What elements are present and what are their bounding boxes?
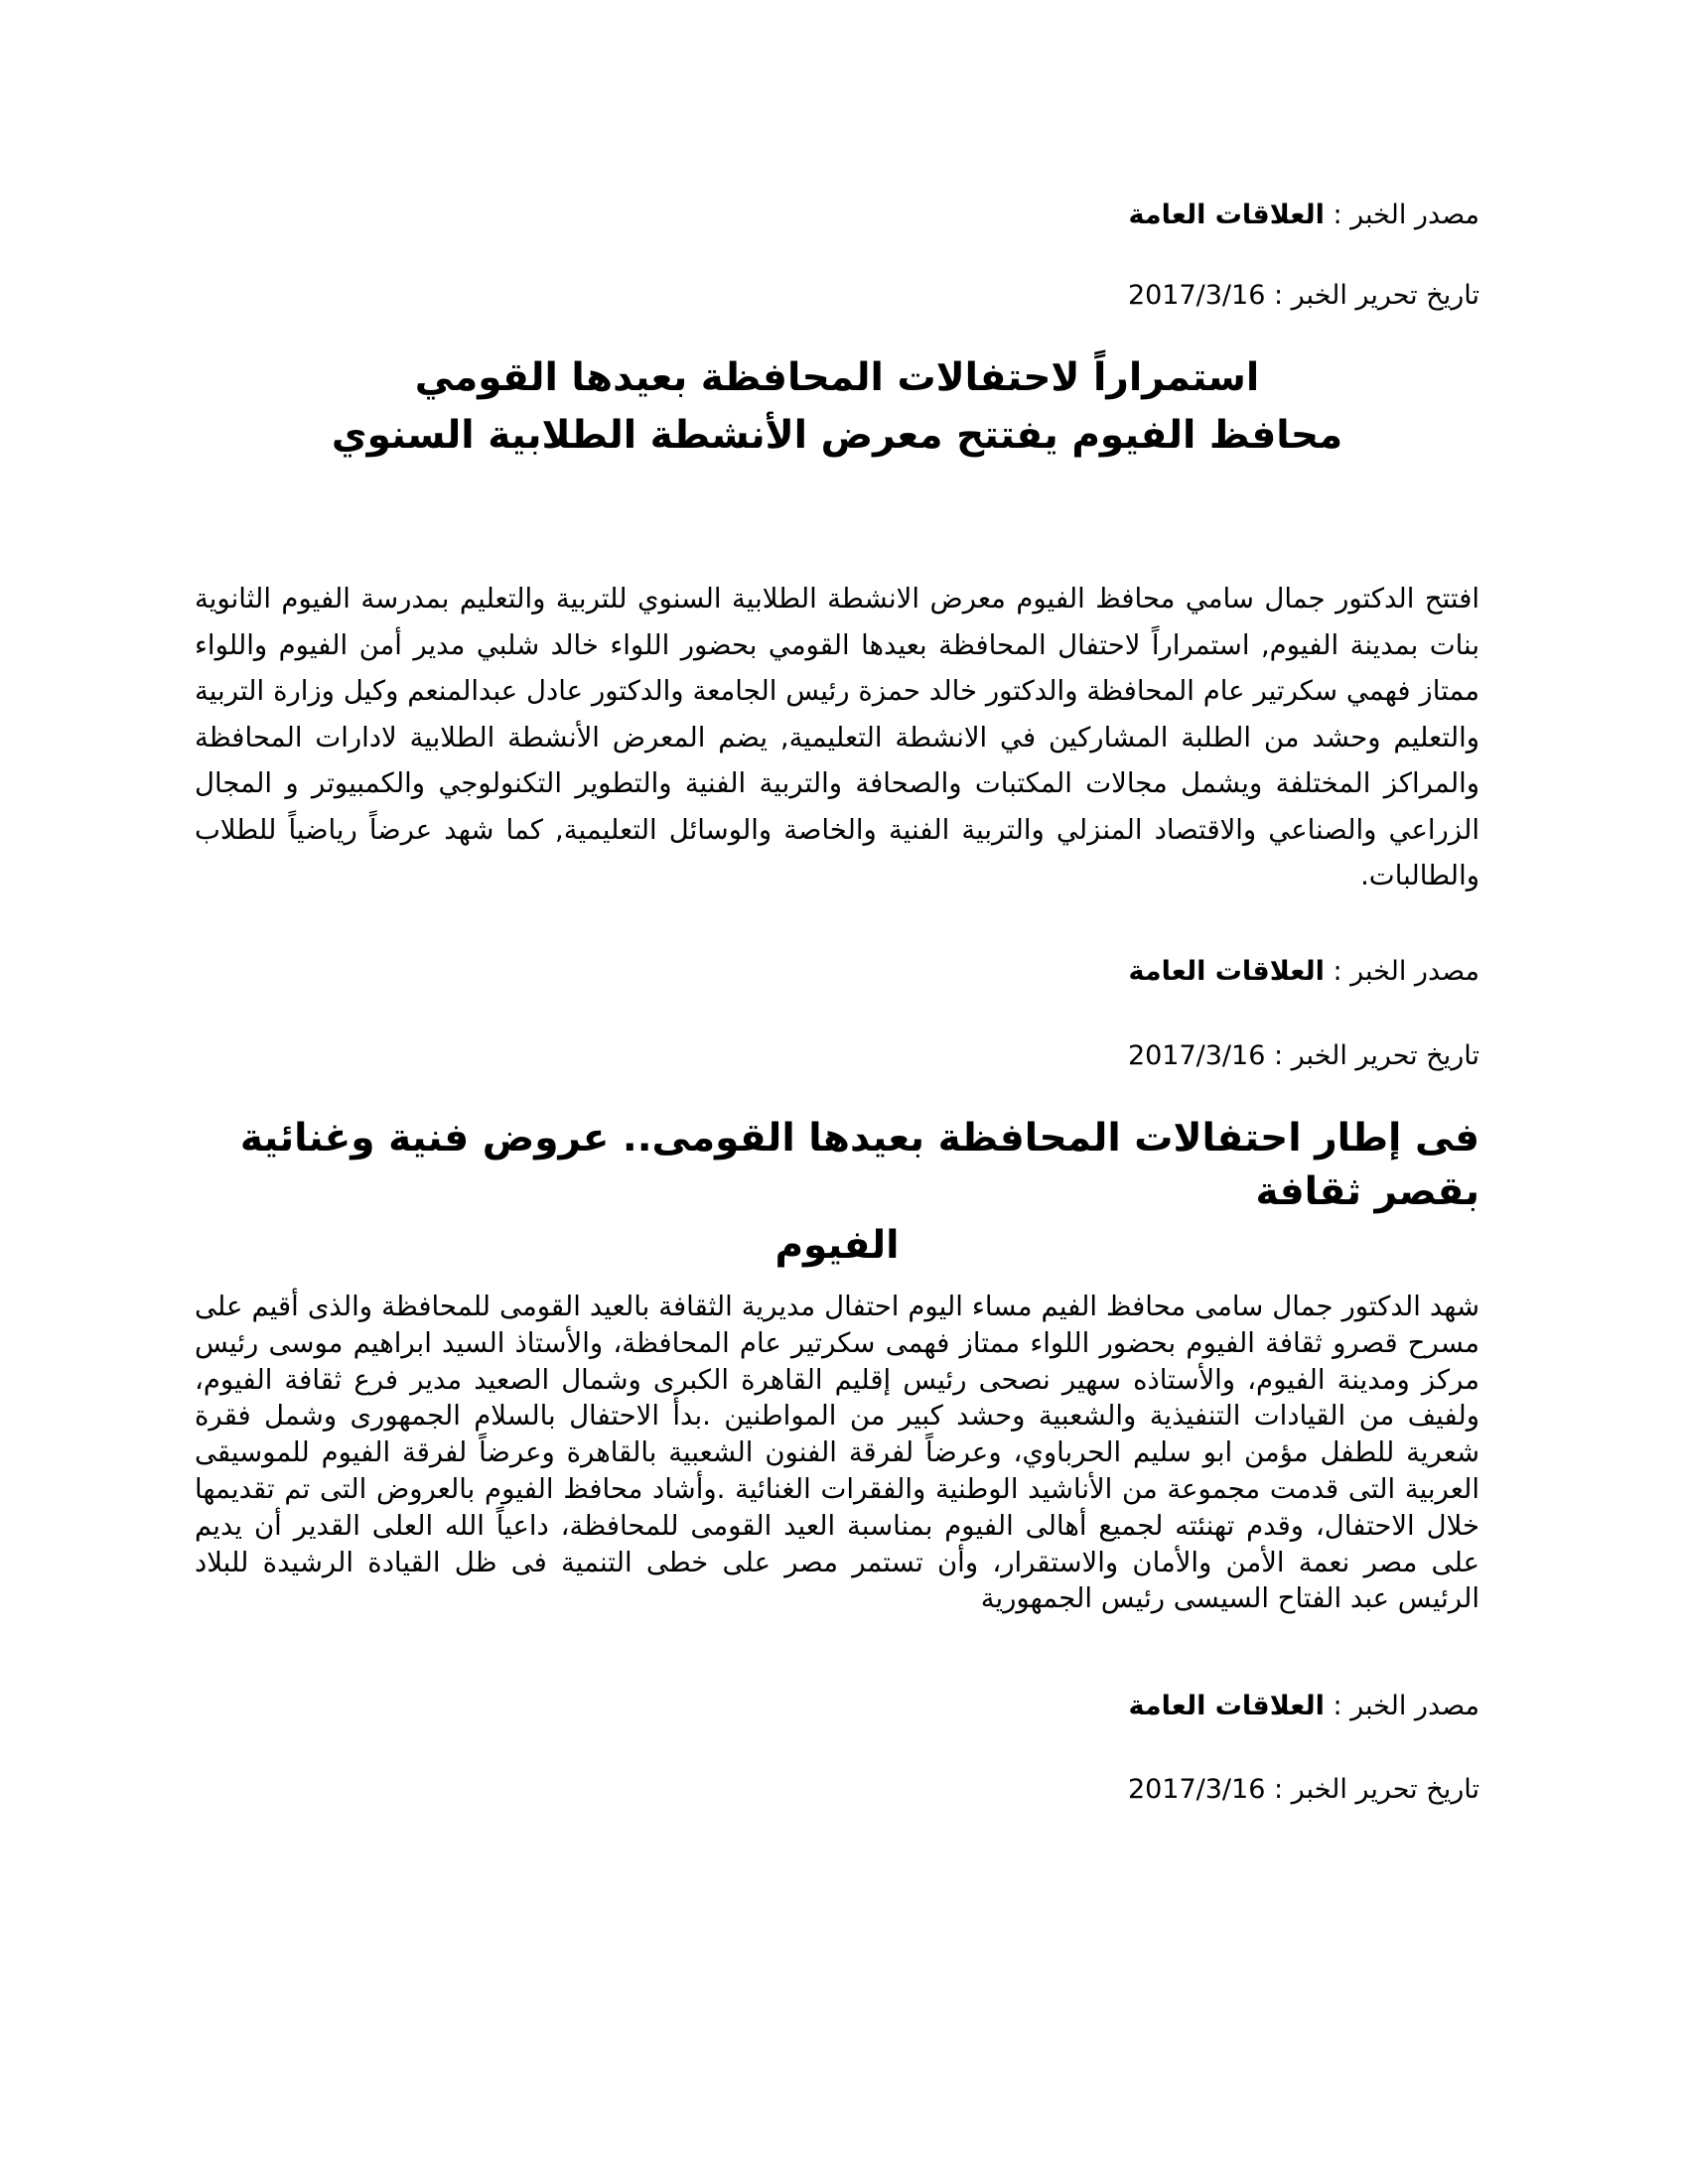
article-title-line-2: الفيوم — [774, 1223, 900, 1268]
news-date-value: 2017/3/16 — [1127, 280, 1266, 311]
news-date-label: تاريخ تحرير الخبر : — [1265, 1040, 1479, 1071]
news-source-value: العلاقات العامة — [1128, 956, 1325, 987]
news-source-line — [1129, 1690, 1480, 1723]
news-date-label: تاريخ تحرير الخبر : — [1265, 1774, 1479, 1805]
news-source-value: العلاقات العامة — [1128, 200, 1325, 230]
news-source-label: مصدر الخبر : — [1324, 200, 1479, 230]
news-date-line — [1128, 1039, 1479, 1073]
article-title-line-1: استمراراً لاحتفالات المحافظة بعيدها القومي — [414, 355, 1260, 400]
article-body: افتتح الدكتور جمال سامي محافظ الفيوم معرض الانشطة الطلابية السنوي للتربية والتعليم بمدرسة الفيوم الثانوية بنات بمدينة الفيوم, استمراراً لاحتفال المحافظة بعيدها القومي بحضور اللواء خالد شلبي مدير أمن الفيوم واللواء ممتاز فهمي سكرتير عام المحافظة والدكتور خالد حمزة رئيس الجامعة والدكتور عادل عبدالمنعم وكيل وزارة التربية والتعليم وحشد من الطلبة المشاركين في الانشطة التعليمية, يضم المعرض الأنشطة الطلابية لادارات المحافظة والمراكز المختلفة ويشمل مجالات المكتبات والصحافة والتربية الفنية والتطوير التكنولوجي والكمبيوتر و المجال الزراعي والصناعي والاقتصاد المنزلي والتربية الفنية والخاصة والوسائل التعليمية, كما شهد عرضاً رياضياً للطلاب والطالبات. — [195, 583, 1479, 891]
news-date-line — [1128, 1773, 1479, 1807]
article-title-line-1: فى إطار احتفالات المحافظة بعيدها القومى.. عروض فنية وغنائية بقصر ثقافة — [239, 1116, 1479, 1214]
article-title-line-2: محافظ الفيوم يفتتح معرض الأنشطة الطلابية السنوي — [331, 413, 1343, 458]
news-source-label: مصدر الخبر : — [1324, 956, 1479, 987]
article-title — [195, 349, 1479, 465]
article-title — [195, 1112, 1479, 1273]
news-date-value: 2017/3/16 — [1127, 1774, 1266, 1805]
news-date-label: تاريخ تحرير الخبر : — [1265, 280, 1479, 311]
news-date-value: 2017/3/16 — [1127, 1040, 1266, 1071]
news-source-value: العلاقات العامة — [1128, 1691, 1325, 1721]
article-body: شهد الدكتور جمال سامى محافظ الفيم مساء اليوم احتفال مديرية الثقافة بالعيد القومى للمحافظة والذى أقيم على مسرح قصرو ثقافة الفيوم بحضور اللواء ممتاز فهمى سكرتير عام المحافظة، والأستاذ السيد ابراهيم موسى رئيس مركز ومدينة الفيوم، والأستاذه سهير نصحى رئيس إقليم القاهرة الكبرى وشمال الصعيد مدير فرع ثقافة الفيوم، ولفيف من القيادات التنفيذية والشعبية وحشد كبير من المواطنين .بدأ الاحتفال بالسلام الجمهورى وشمل فقرة شعرية للطفل مؤمن ابو سليم الحرباوي، وعرضاً لفرقة الفنون الشعبية بالقاهرة وعرضاً لفرقة الفيوم للموسيقى العربية التى قدمت مجموعة من الأناشيد الوطنية والفقرات الغنائية .وأشاد محافظ الفيوم بالعروض التى تم تقديمها خلال الاحتفال، وقدم تهنئته لجميع أهالى الفيوم بمناسبة العيد القومى للمحافظة، داعياً الله العلى القدير أن يديم على مصر نعمة الأمن والأمان والاستقرار، وأن تستمر مصر على خطى التنمية فى ظل القيادة الرشيدة للبلاد الرئيس عبد الفتاح السيسى رئيس الجمهورية — [195, 1291, 1479, 1615]
news-date-line — [1128, 279, 1479, 313]
news-source-line — [1129, 199, 1480, 232]
news-source-label: مصدر الخبر : — [1324, 1691, 1479, 1721]
news-source-line — [1129, 955, 1480, 989]
document-page — [195, 0, 1479, 2184]
